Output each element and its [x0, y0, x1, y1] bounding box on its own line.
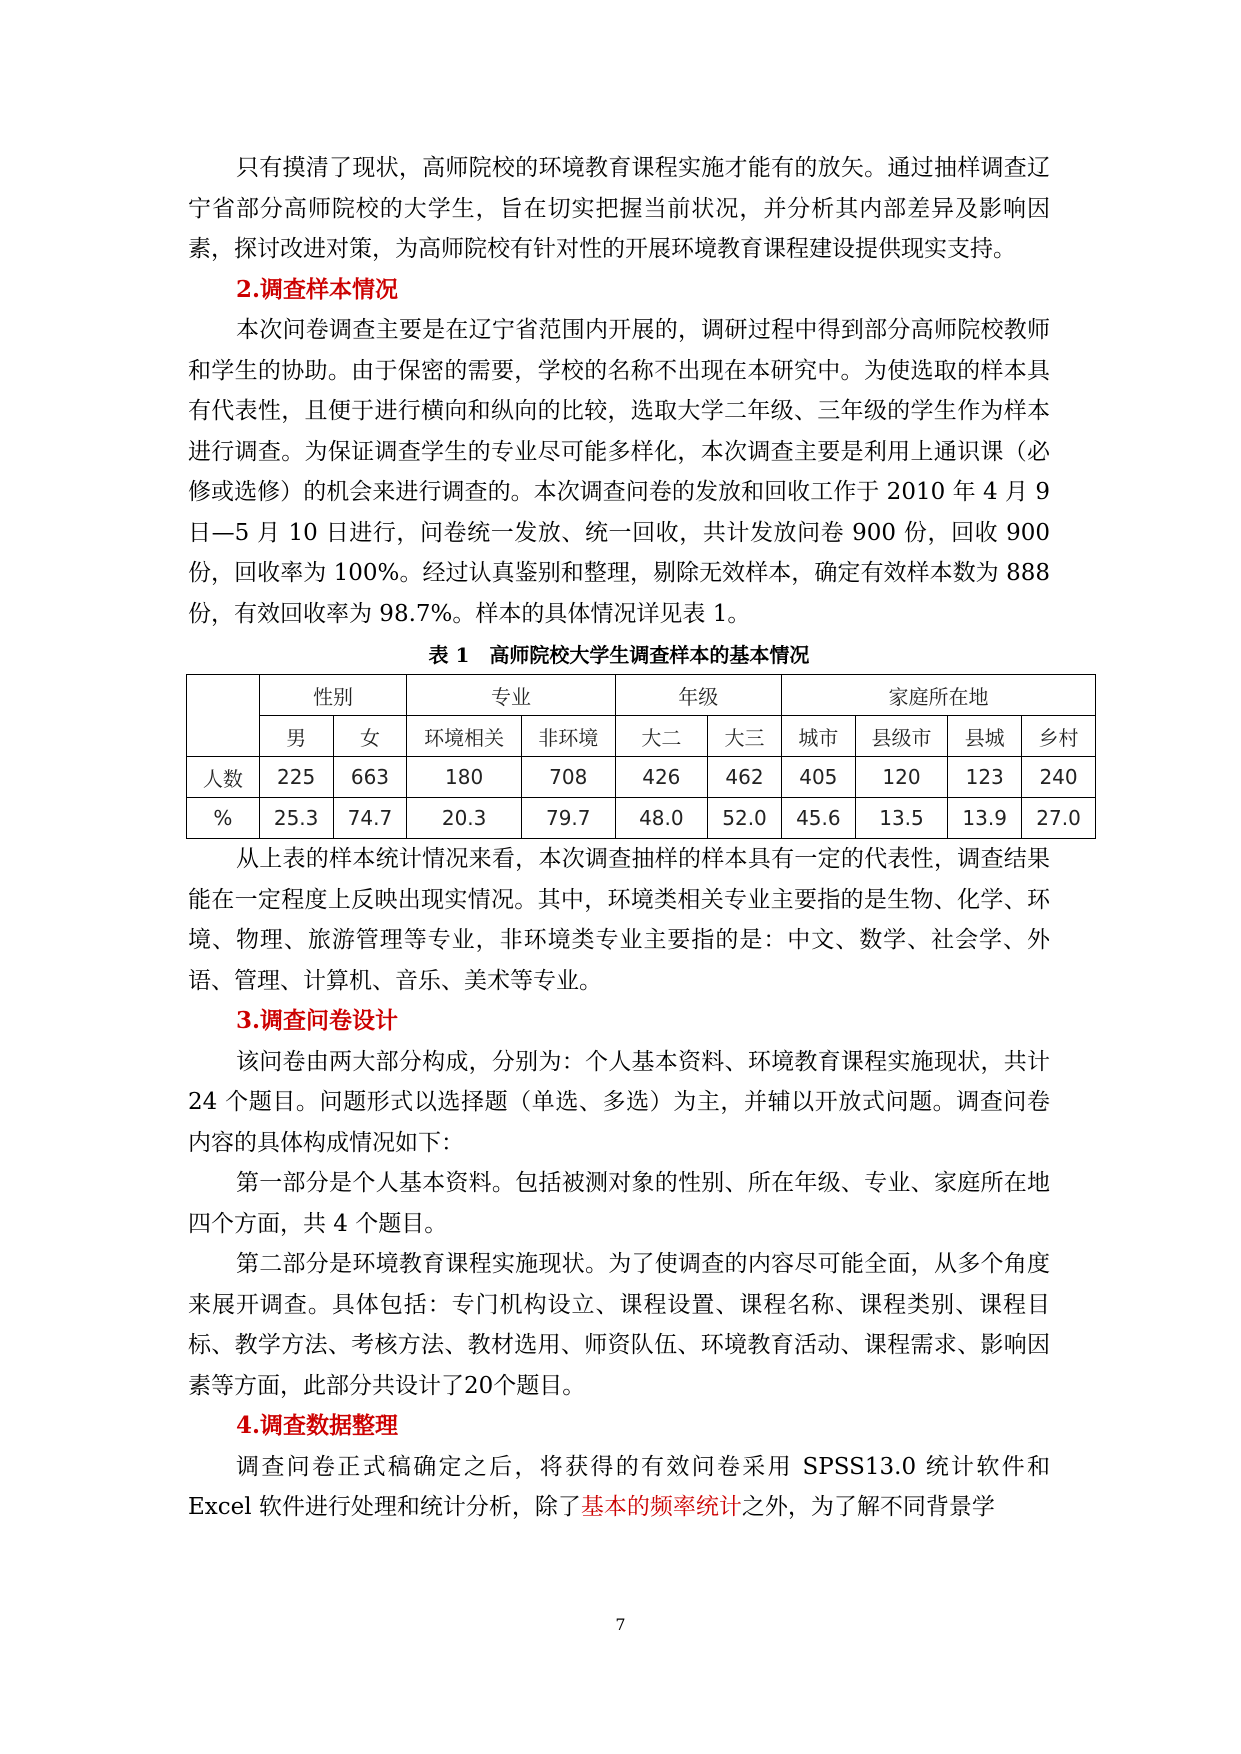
table-row	[187, 716, 1096, 757]
table-subheader: 县级市	[855, 716, 948, 757]
table-row	[187, 798, 1096, 839]
paragraph-data-text-a: 调查问卷正式稿确定之后，将获得的有效问卷采用 SPSS13.0 统计软件和 Excel 软件进行处理和统计分析，除了	[188, 1453, 1050, 1520]
document-page	[188, 148, 1081, 1528]
table-cell: 225	[259, 757, 333, 798]
table-cell: 120	[855, 757, 948, 798]
table-cell: 79.7	[521, 798, 615, 839]
table-subheader: 大三	[708, 716, 782, 757]
table-group-header: 性别	[259, 675, 407, 716]
sample-table	[186, 674, 1096, 839]
table-cell: 240	[1022, 757, 1096, 798]
table-cell: 123	[948, 757, 1022, 798]
table-cell: 180	[407, 757, 522, 798]
table-cell: 663	[333, 757, 407, 798]
paragraph-table-analysis: 从上表的样本统计情况来看，本次调查抽样的样本具有一定的代表性，调查结果能在一定程度上反映出现实情况。其中，环境类相关专业主要指的是生物、化学、环境、物理、旅游管理等专业，非环境类专业主要指的是：中文、数学、社会学、外语、管理、计算机、音乐、美术等专业。	[188, 846, 1050, 994]
table-subheader: 县城	[948, 716, 1022, 757]
table-cell: 13.5	[855, 798, 948, 839]
paragraph-data-text-b: 之外，为了解不同背景学	[741, 1494, 995, 1520]
table-group-header: 家庭所在地	[781, 675, 1095, 716]
page-number: 7	[615, 1615, 626, 1634]
table-caption: 表 1 高师院校大学生调查样本的基本情况	[428, 643, 810, 667]
table-subheader: 非环境	[521, 716, 615, 757]
highlight-frequency-stats: 基本的频率统计	[580, 1494, 742, 1520]
table-cell: 74.7	[333, 798, 407, 839]
table-cell: 45.6	[781, 798, 855, 839]
paragraph-part-two: 第二部分是环境教育课程实施现状。为了使调查的内容尽可能全面，从多个角度来展开调查。具体包括：专门机构设立、课程设置、课程名称、课程类别、课程目标、教学方法、考核方法、教材选用、师资队伍、环境教育活动、课程需求、影响因素等方面，此部分共设计了20个题目。	[188, 1251, 1050, 1399]
table-subheader: 乡村	[1022, 716, 1096, 757]
table-row	[187, 675, 1096, 716]
paragraph-data	[188, 1447, 1050, 1528]
table-group-header: 专业	[407, 675, 615, 716]
table-row-label: %	[187, 798, 260, 839]
table-corner-cell	[187, 675, 260, 757]
table-cell: 426	[615, 757, 708, 798]
table-cell: 405	[781, 757, 855, 798]
table-group-header: 年级	[615, 675, 781, 716]
table-cell: 708	[521, 757, 615, 798]
table-cell: 13.9	[948, 798, 1022, 839]
table-row-label: 人数	[187, 757, 260, 798]
table-subheader: 城市	[781, 716, 855, 757]
table-cell: 20.3	[407, 798, 522, 839]
table-cell: 52.0	[708, 798, 782, 839]
table-subheader: 大二	[615, 716, 708, 757]
table-cell: 462	[708, 757, 782, 798]
table-subheader: 女	[333, 716, 407, 757]
table-subheader: 男	[259, 716, 333, 757]
table-cell: 25.3	[259, 798, 333, 839]
table-cell: 27.0	[1022, 798, 1096, 839]
paragraph-questionnaire: 该问卷由两大部分构成，分别为：个人基本资料、环境教育课程实施现状，共计 24 个题目。问题形式以选择题（单选、多选）为主，并辅以开放式问题。调查问卷内容的具体构成情况如下：	[188, 1048, 1050, 1156]
section-heading-questionnaire: 3.调查问卷设计	[236, 1007, 399, 1034]
table-row	[187, 757, 1096, 798]
paragraph-intro: 只有摸清了现状，高师院校的环境教育课程实施才能有的放矢。通过抽样调查辽宁省部分高师院校的大学生，旨在切实把握当前状况，并分析其内部差异及影响因素，探讨改进对策，为高师院校有针对性的开展环境教育课程建设提供现实支持。	[188, 155, 1050, 262]
table-cell: 48.0	[615, 798, 708, 839]
paragraph-part-one: 第一部分是个人基本资料。包括被测对象的性别、所在年级、专业、家庭所在地四个方面，共 4 个题目。	[188, 1170, 1050, 1237]
paragraph-sample: 本次问卷调查主要是在辽宁省范围内开展的，调研过程中得到部分高师院校教师和学生的协助。由于保密的需要，学校的名称不出现在本研究中。为使选取的样本具有代表性，且便于进行横向和纵向的比较，选取大学二年级、三年级的学生作为样本进行调查。为保证调查学生的专业尽可能多样化，本次调查主要是利用上通识课（必修或选修）的机会来进行调查的。本次调查问卷的发放和回收工作于 2010 年 4 月 9 日—5 月 10 日进行，问卷统一发放、统一回收，共计发放问卷 900 份，回收 900 份，回收率为 100%。经过认真鉴别和整理，剔除无效样本，确定有效样本数为 888 份，有效回收率为 98.7%。样本的具体情况详见表 1。	[188, 317, 1050, 627]
table-subheader: 环境相关	[407, 716, 522, 757]
section-heading-data: 4.调查数据整理	[236, 1412, 399, 1439]
section-heading-sample: 2.调查样本情况	[236, 275, 399, 303]
